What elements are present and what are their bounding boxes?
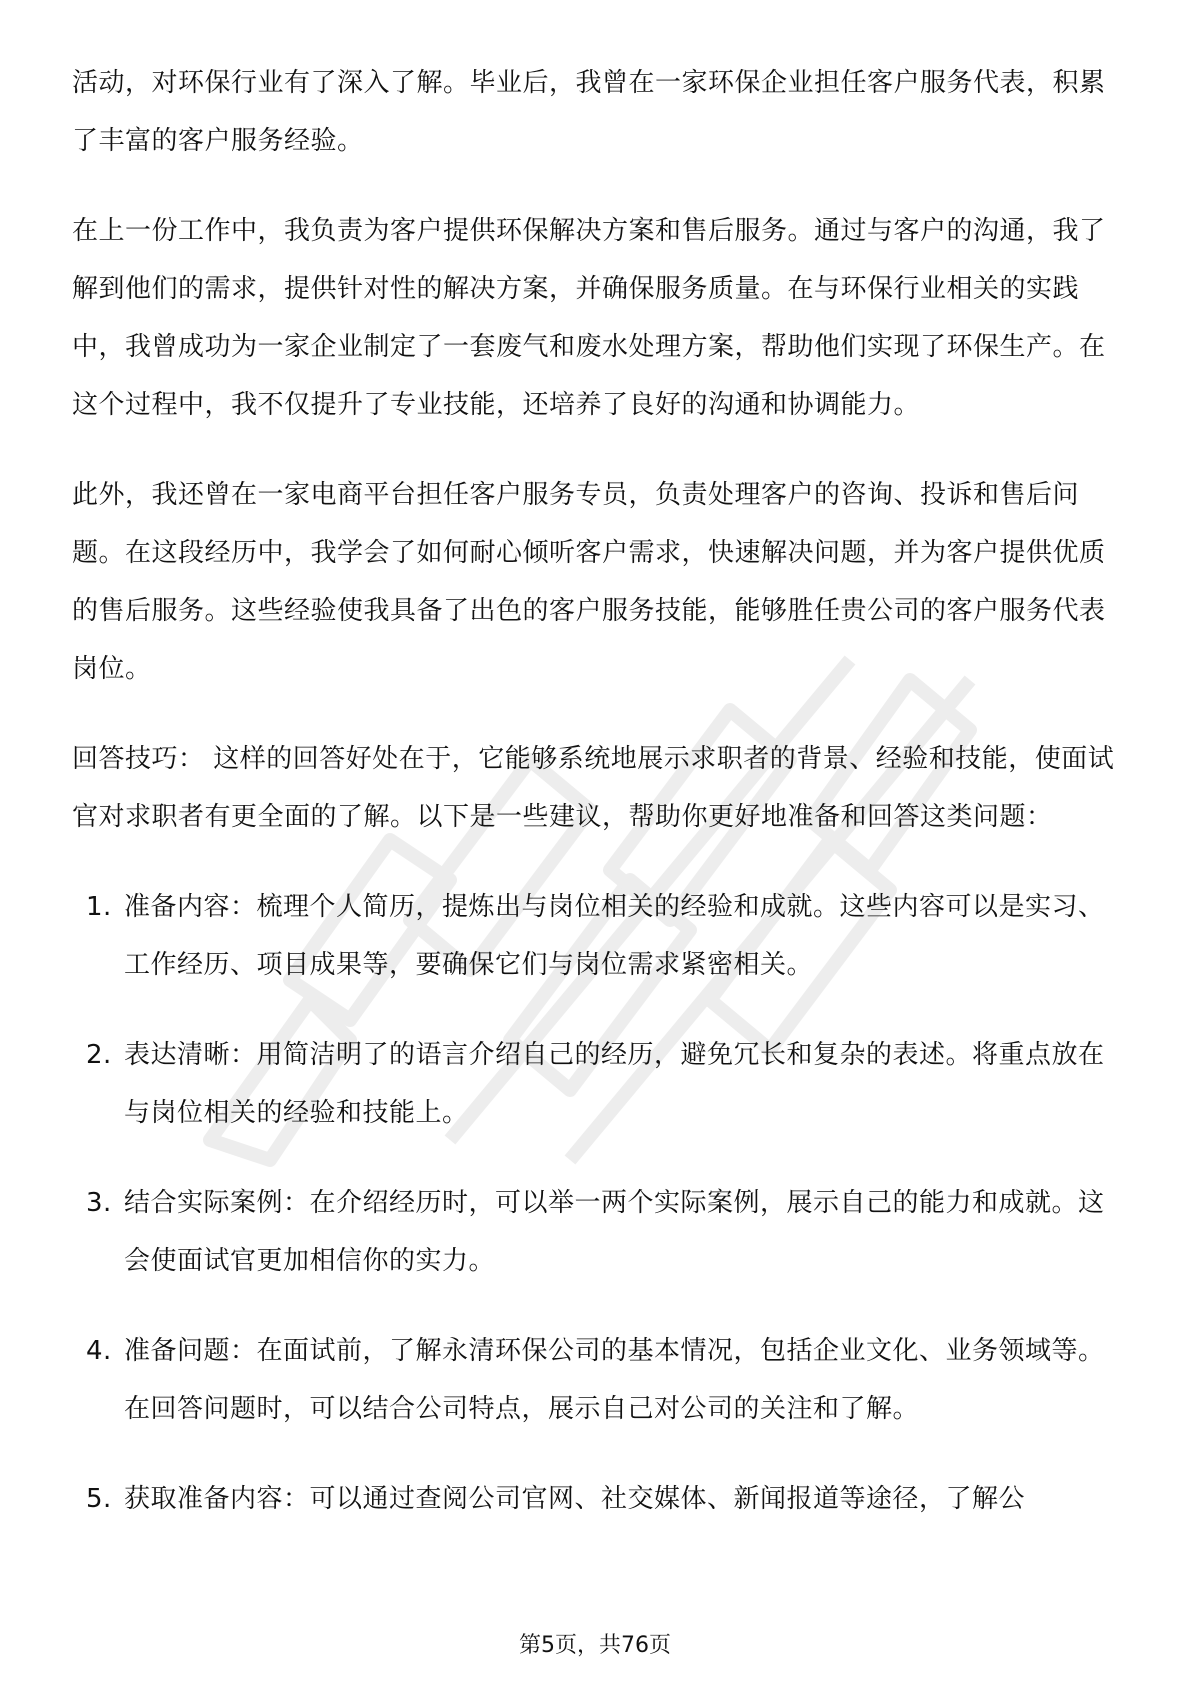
list-number: 4. — [86, 1336, 112, 1366]
list-item-text: 准备问题：在面试前，了解永清环保公司的基本情况，包括企业文化、业务领域等。在回答问题时，可以结合公司特点，展示自己对公司的关注和了解。 — [124, 1336, 1105, 1424]
list-number: 1. — [86, 892, 112, 922]
list-item-text: 获取准备内容：可以通过查阅公司官网、社交媒体、新闻报道等途径，了解公 — [124, 1484, 1026, 1514]
list-item — [72, 1470, 1122, 1528]
list-item-text: 准备内容：梳理个人简历，提炼出与岗位相关的经验和成就。这些内容可以是实习、工作经历、项目成果等，要确保它们与岗位需求紧密相关。 — [124, 892, 1105, 980]
list-item-text: 结合实际案例：在介绍经历时，可以举一两个实际案例，展示自己的能力和成就。这会使面试官更加相信你的实力。 — [124, 1188, 1105, 1276]
list-item — [72, 1174, 1122, 1290]
paragraph: 此外，我还曾在一家电商平台担任客户服务专员，负责处理客户的咨询、投诉和售后问题。在这段经历中，我学会了如何耐心倾听客户需求，快速解决问题，并为客户提供优质的售后服务。这些经验使我具备了出色的客户服务技能，能够胜任贵公司的客户服务代表岗位。 — [72, 480, 1106, 684]
answer-tips-intro: 回答技巧： 这样的回答好处在于，它能够系统地展示求职者的背景、经验和技能，使面试官对求职者有更全面的了解。以下是一些建议，帮助你更好地准备和回答这类问题： — [72, 744, 1115, 832]
paragraph: 在上一份工作中，我负责为客户提供环保解决方案和售后服务。通过与客户的沟通，我了解到他们的需求，提供针对性的解决方案，并确保服务质量。在与环保行业相关的实践中，我曾成功为一家企业制定了一套废气和废水处理方案，帮助他们实现了环保生产。在这个过程中，我不仅提升了专业技能，还培养了良好的沟通和协调能力。 — [72, 216, 1106, 420]
tips-list — [72, 878, 1122, 1528]
list-item — [72, 1026, 1122, 1142]
paragraph: 活动，对环保行业有了深入了解。毕业后，我曾在一家环保企业担任客户服务代表，积累了丰富的客户服务经验。 — [72, 68, 1106, 156]
list-number: 2. — [86, 1040, 112, 1070]
list-number: 5. — [86, 1484, 112, 1514]
list-number: 3. — [86, 1188, 112, 1218]
list-item — [72, 878, 1122, 994]
list-item-text: 表达清晰：用简洁明了的语言介绍自己的经历，避免冗长和复杂的表述。将重点放在与岗位相关的经验和技能上。 — [124, 1040, 1105, 1128]
page-number-footer: 第5页，共76页 — [519, 1633, 671, 1658]
document-body — [72, 54, 1122, 1560]
list-item — [72, 1322, 1122, 1438]
